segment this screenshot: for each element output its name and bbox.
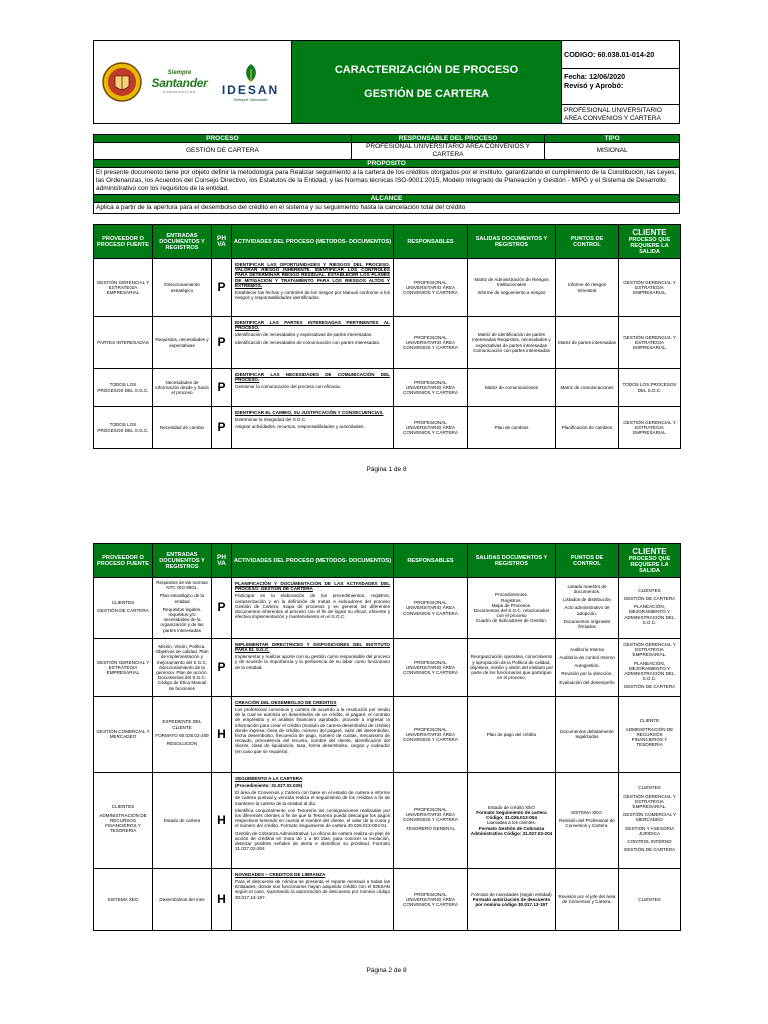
cliente-item: GESTIÓN DE CARTERA (623, 596, 676, 601)
punto-item: Evaluación del desempeño (559, 679, 615, 685)
logo-idesan (218, 63, 284, 102)
activity-text: Gestionar la comunicación del proceso con eficacia. (235, 384, 341, 390)
activity-text: Identificación de necesidades de comunicación con partes interesadas. (235, 339, 381, 345)
cliente-item: GESTIÓN DE CARTERA (623, 684, 676, 690)
col-phva: PH VA (212, 225, 232, 259)
cell-responsables: PROFESIONAL UNIVERSITARIO ÁREA CONVENIOS Y CARTERA (394, 317, 468, 369)
cell-actividades (232, 868, 394, 930)
salida-item: Estado de crédito XEO (488, 804, 535, 810)
proceso-value: GESTIÓN DE CARTERA (94, 143, 352, 160)
process-info-table (93, 134, 680, 214)
cell-actividades (232, 369, 394, 407)
activity-text: Determinar la integridad del S.G.C. (235, 417, 307, 423)
cell-puntos: Documentos debidamente legalizados (556, 696, 619, 772)
entrada-item: EXPEDIENTE DEL CLIENTE (162, 719, 202, 730)
col-cliente-title: CLIENTE (632, 546, 667, 556)
responsable-header: RESPONSABLE DEL PROCESO (351, 135, 544, 143)
reviewer-line-2: AREA CONVENIOS Y CARTERA (564, 114, 661, 122)
activity-text: Participar en la elaboración de los procedimientos, registros, caracterización y en la definición de metas e indicadores del proceso Gestión de Cartera, mapa de procesos y en general los diferentes documentos inherentes al proceso con el fin de lograr su eficaz, eficiente y efectiva implementación y mantenimiento en el S.G.C. (235, 593, 390, 620)
cell-puntos: Informe de riesgos trimestral (556, 259, 619, 317)
cell-puntos: Revisión por el jefe del área de Convenios y Cartera. (556, 868, 619, 930)
punto-item: Auditoría de control Interno (559, 655, 615, 661)
cliente-item: GESTIÓN GERENCIAL Y ESTRATEGIA EMPRESARIAL. (623, 793, 676, 809)
col-cliente (619, 225, 681, 259)
cell-cliente: GESTIÓN GERENCIAL Y ESTRATEGIA EMPRESARIAL (619, 259, 681, 317)
activity-title: IDENTIFICAR LAS OPORTUNIDADES Y RIESGOS DEL PROCESO. VALORAR RIESGO INHERENTE. IDENTIFICAR LOS CONTROLES PARA DETERMINAR RIESGO RESIDUAL. ESTABLECER LOS PLANES DE MITIGACIÓN Y TRATAMIENTO PARA LOS RIESGOS ALTOS Y EXTREMOS. (235, 262, 390, 288)
cell-salidas: Matriz de comunicaciones (468, 369, 556, 407)
entrada-item: Requisitos legales, requisitos y/o necesidades de la organización y de las partes interesadas (160, 606, 204, 633)
page-number-2: Página 2 de 8 (366, 967, 407, 974)
proveedor-item: ADMINISTRACIÓN DE RECURSOS FINANCIEROS Y TESORERIA (99, 812, 147, 834)
logo-santander-top: Siempre (167, 70, 192, 76)
reviewer (562, 105, 679, 123)
col-cliente-sub: PROCESO QUE REQUIERE LA SALIDA (628, 555, 671, 574)
col-puntos: PUNTOS DE CONTROL (556, 225, 619, 259)
salida-item: Comunicación con partes interesadas (473, 347, 550, 353)
activity-text: Establecer las fechas y controles de los riesgos por Manual conforme a los riesgos y responsabilidades identificados. (235, 290, 390, 301)
salida-item: Mapa de Procesos. (491, 602, 532, 608)
cliente-item: ADMINISTRACIÓN DE RECURSOS FINANCIEROS Y TESORERIA (625, 726, 674, 748)
col-actividades: ACTIVIDADES DEL PROCESO (METODOS- DOCUMENTOS) (232, 544, 394, 578)
activity-text: El área de Convenios y Cartera con base en el estado de cartera e informe de cartera puntual y vencida realiza el seguimiento de los créditos a fin de mantener la cartera de la entidad al día. (235, 790, 390, 806)
document-page-2 (93, 543, 680, 931)
cell-phva: P (212, 638, 232, 696)
cell-phva: P (212, 317, 232, 369)
logo-santander (148, 70, 212, 94)
activity-title: CREACIÓN DEL DESEMBOLSO DE CREDITOS (235, 699, 337, 705)
cliente-item: GESTIÓN COMERCIAL Y MERCADEO (622, 812, 677, 823)
activity-text: Asignar actividades, recursos, responsabilidades y autoridades. (235, 424, 365, 430)
cell-responsables: PROFESIONAL UNIVERSITARIO ÁREA CONVENIOS Y CARTERA (394, 696, 468, 772)
cliente-item: CLIENTES (638, 785, 661, 791)
reviewed-label: Revisó y Aprobó: (564, 81, 624, 90)
logo-santander-sub: GOBERNACIÓN (162, 90, 197, 94)
col-responsables: RESPONSABLES (394, 544, 468, 578)
cell-cliente (619, 578, 681, 639)
salida-item: Matriz de identificación de partes interesadas Requisitos, necesidades y expectativas de partes interesadas (472, 332, 551, 348)
cliente-item: CLIENTE (639, 718, 660, 724)
col-responsables: RESPONSABLES (394, 225, 468, 259)
table-row (94, 407, 681, 449)
title-block (292, 41, 562, 123)
logo-area (94, 41, 292, 123)
cliente-item: GESTIÓN DE CARTERA (623, 847, 676, 853)
cell-cliente: GESTIÓN GERENCIAL Y ESTRATEGIA EMPRESARIAL (619, 407, 681, 449)
cell-actividades (232, 638, 394, 696)
cell-responsables (394, 772, 468, 868)
cell-cliente (619, 638, 681, 696)
cell-puntos: Matriz de partes interesadas (556, 317, 619, 369)
salida-item: Formato autorización de descuento por nomina código 30.017.13-197 (472, 896, 551, 907)
cell-actividades (232, 578, 394, 639)
punto-item: SISTEMA XEO. (570, 809, 604, 815)
activity-text: Identificación de necesidades y expectativas de partes interesadas. (235, 332, 373, 338)
entrada-item: Requisitos de las normas NTC ISO 9001. (156, 580, 208, 591)
table-row (94, 259, 681, 317)
activity-title: NOVEDADES – CREDITOS DE LIBRANZA (235, 871, 326, 877)
activity-text: Para el descuento de nómina se presenta el reporte mensual a todas las Entidades, donde sus funcionarios hayan adquirido crédito con el IDESAN según el caso, soportando la autorización de descuento por nómina código 30.017.13-197. (235, 879, 390, 900)
cell-salidas (468, 317, 556, 369)
cell-proveedor: TODOS LOS PROCESOS DEL S.G.C. (94, 407, 153, 449)
cell-phva: H (212, 772, 232, 868)
table-row (94, 578, 681, 639)
cell-responsables: PROFESIONAL UNIVERSITARIO ÁREA CONVENIOS Y CARTERA (394, 407, 468, 449)
entrada-item: Plan estratégico de la entidad (159, 593, 205, 604)
logo-idesan-sub: Siempre Santander (233, 96, 268, 102)
cliente-item: GESTIÓN Y ASESORIA JURIDICA (624, 825, 675, 836)
salida-item: Informe de seguimiento a riesgos (477, 290, 546, 296)
col-proveedor: PROVEEDOR O PROCESO FUENTE (94, 225, 153, 259)
reviewer-line-1: PROFESIONAL UNIVERSITARIO (564, 107, 662, 114)
activity-title: PLANIFICACIÓN Y DOCUMENTACIÓN DE LAS ACTIVIDADES DEL PROCESO: GESTIÓN DE CARTERA (235, 581, 390, 592)
col-salidas: SALIDAS DOCUMENTOS Y REGISTROS (468, 225, 556, 259)
proveedor-item: CLIENTES (111, 804, 135, 810)
document-code: CODIGO: 60.038.01-014-20 (562, 41, 679, 69)
cell-actividades (232, 407, 394, 449)
cell-proveedor: SISTEMA XEO (94, 868, 153, 930)
cell-actividades (232, 259, 394, 317)
shield-logo-icon (102, 60, 142, 104)
entrada-item: RESOLUCION (166, 741, 198, 747)
salida-item: Formato de novedades (según entidad) (471, 891, 552, 897)
punto-item: Documentos originales firmados (563, 618, 611, 629)
salida-item: Llamadas a los clientes. (486, 820, 537, 826)
table-row (94, 317, 681, 369)
cell-phva: H (212, 696, 232, 772)
cell-entradas: Misión, Visión, Política, Objetivos de calidad, Plan de implementación y mejoramiento del S.G.C, direccionamiento de la gerencia. Plan de acción. Documentos del S.G.C. Código de Ética Manual de funciones (153, 638, 212, 696)
tipo-header: TIPO (545, 135, 680, 143)
activity-subtitle: (Procedimiento: 31.027.02.039) (235, 783, 303, 789)
alcance-header: ALCANCE (94, 195, 680, 203)
cell-salidas (468, 772, 556, 868)
cell-responsables: PROFESIONAL UNIVERSITARIO ÁREA CONVENIOS Y CARTERA (394, 638, 468, 696)
cell-entradas (153, 696, 212, 772)
punto-item: Autogestión. (574, 663, 600, 669)
salida-item: Formato Seguimiento de cartera Código: 31.026.013-004 (476, 809, 547, 821)
cell-salidas: Reorganización operativa, conocimiento y apropiación de la Política de calidad, objetivos, misión y visión del instituto por parte de los funcionarios que participan en el proceso. (468, 638, 556, 696)
cliente-item: CONTROL INTERNO (627, 838, 672, 844)
activity-title: IDENTIFICAR LAS NECESIDADES DE COMUNICACIÓN DEL PROCESO. (235, 372, 390, 383)
table-row (94, 369, 681, 407)
cell-proveedor: GESTIÓN GERENCIAL Y ESTRATEGIA EMPRESARIAL (94, 259, 153, 317)
cell-entradas: Necesidad de cambio (153, 407, 212, 449)
col-actividades: ACTIVIDADES DEL PROCESO (METODOS- DOCUMENTOS) (232, 225, 394, 259)
cell-salidas: Plan de pago del crédito (468, 696, 556, 772)
cell-actividades (232, 772, 394, 868)
proposito-header: PROPOSITO (94, 160, 680, 168)
col-entradas: ENTRADAS DOCUMENTOS Y REGISTROS (153, 544, 212, 578)
document-header (93, 40, 680, 124)
cell-salidas (468, 259, 556, 317)
cliente-item: CLIENTES (638, 587, 661, 593)
cell-proveedor: GESTIÓN COMERCIAL Y MERCADEO (94, 696, 153, 772)
cell-phva: P (212, 578, 232, 639)
activity-text: Implementar y realizar aporte con su gestión como responsable del proceso y de acuerdo la importancia y la pertinencia de su labor como funcionario de la entidad. (235, 654, 390, 670)
cell-proveedor: GESTIÓN GERENCIAL Y ESTRATEGIA EMPRESARIAL (94, 638, 153, 696)
cell-puntos (556, 638, 619, 696)
cliente-item: GESTIÓN GERENCIAL Y ESTRATEGIA EMPRESARIAL. (623, 642, 676, 658)
punto-item: Acto administrativo de adopción. (564, 605, 610, 616)
table-row (94, 638, 681, 696)
cell-puntos (556, 578, 619, 639)
cell-proveedor (94, 578, 153, 639)
date-reviewed (562, 69, 679, 105)
activity-title: IDENTIFICAR EL CAMBIO, SU JUSTIFICACIÓN Y CONSECUENCIAS. (235, 410, 384, 415)
table-row (94, 772, 681, 868)
cell-phva: P (212, 369, 232, 407)
cell-responsables: PROFESIONAL UNIVERSITARIO ÁREA CONVENIOS Y CARTERA (394, 868, 468, 930)
responsable-value: PROFESIONAL UNIVERSITARIO ÁREA CONVENIOS Y CARTERA (351, 143, 544, 160)
cell-cliente (619, 696, 681, 772)
table-row (94, 696, 681, 772)
document-page-1 (93, 40, 680, 449)
salida-item: Documentos del S.G.C. relacionados con el proceso (473, 607, 550, 619)
cell-entradas (153, 578, 212, 639)
cell-puntos: Planificación de cambios (556, 407, 619, 449)
cell-entradas: Estado de cartera (153, 772, 212, 868)
cell-puntos: Matriz de comunicaciones (556, 369, 619, 407)
cell-entradas: Requisitos, necesidades y expectativas (153, 317, 212, 369)
proposito-text: El presente documento tiene por objeto definir la metodología para Realizar seguimiento a la cartera de los créditos otorgados por el instituto, garantizando el cumplimiento de la Constitución, las Leyes, las Ordenanzas, los Acuerdos del Consejo Directivo, los Estatutos de la Entidad, y las Normas técnicas ISO-9001:2015, Modelo Integrado de Planeación y Gestión - MIPG y el Sistema de Desarrollo administrativo con los requisitos de la entidad. (94, 168, 680, 195)
col-cliente-title: CLIENTE (632, 227, 667, 237)
col-phva: PH VA (212, 544, 232, 578)
code-block (562, 41, 679, 123)
cell-responsables: PROFESIONAL UNIVERSITARIO ÁREA CONVENIOS Y CARTERA (394, 369, 468, 407)
punto-item: Auditoría Interna (570, 646, 604, 652)
proveedor-item: CLIENTES (111, 599, 135, 605)
activities-table-page-1 (93, 224, 681, 449)
col-proveedor: PROVEEDOR O PROCESO FUENTE (94, 544, 153, 578)
salida-item: Matriz de Administración de Riesgos Institucionales (474, 276, 549, 287)
cell-actividades (232, 696, 394, 772)
document-title: CARACTERIZACIÓN DE PROCESO (334, 64, 519, 76)
punto-item: Listados de distribución (562, 597, 611, 603)
cell-entradas: Desembolsos del mes (153, 868, 212, 930)
cell-responsables: PROFESIONAL UNIVERSITARIO ÁREA CONVENIOS Y CARTERA (394, 578, 468, 639)
activity-text: Los profesional convenios y cartera de acuerdo a la resolución por medio de la cual se autoriza un desembolso de un crédito, el pagaré, el contrato de empréstito y el análisis financiero aprobado, procede a ingresar la información para crear el crédito (modulo de cartera-desembolso de crédito) donde ingresa: línea de crédito, número del pagaré, valor del desembolso, fecha desembolso, frecuencia de pago, número de cuotas, mecanismo de recaudo, procedencia del recurso, nombre del cliente, identificación del cliente, clase de liquidación, tasa, forma desembolso, cargos y codeudor (en caso que se requiera). (235, 707, 390, 754)
table-row (94, 868, 681, 930)
cell-cliente: TODOS LOS PROCESOS DEL S.G.C. (619, 369, 681, 407)
punto-item: Listado maestro de documentos. (567, 583, 607, 594)
alcance-text: Aplica a partir de la apertura para el desembolso del crédito en el sistema y su seguimiento hasta la cancelación total del crédito (94, 203, 680, 214)
activity-title: IDENTIFICAR LAS PARTES INTERESADAS PERTINENTES AL PROCESO. (235, 320, 390, 331)
activities-table-page-2 (93, 543, 681, 931)
activity-text: Gestión de Cobranza Administrativa: La oficina de cartera realiza un plan de acción de créditos en mora de 1 a 60 días, para conocer la evolución, detectar posibles señales de alerta e identificar su prontitud. Formato 31.027.02-204 (235, 830, 391, 852)
cell-phva: P (212, 407, 232, 449)
cell-puntos (556, 772, 619, 868)
salida-item: Registros. (501, 597, 522, 603)
activity-title: SEGUIMIENTO A LA CARTERA (235, 775, 303, 781)
cliente-item: PLANEACIÓN, MEJORAMIENTO Y ADMINISTRACIÓN DEL S.G.C. (624, 604, 675, 625)
punto-item: Revisión por la dirección. (561, 671, 613, 677)
cell-proveedor: PARTES INTERESADAS (94, 317, 153, 369)
logo-santander-main: Santander (151, 76, 208, 90)
cliente-item: PLANEACIÓN, MEJORAMIENTO Y ADMINISTRACIÓN DEL S.G.C. (624, 660, 675, 682)
cell-phva: H (212, 868, 232, 930)
activity-title: IMPLEMENTAR DIRECTRICES Y DISPOSICIONES DEL INSTITUTO PARA EL S.G.C. (235, 641, 390, 653)
logo-idesan-main: IDESAN (221, 82, 280, 97)
responsable-item: TESORERO GENERAL (405, 825, 455, 831)
activity-text: Identifica conjuntamente con Tesorería las consignaciones realizadas por los diferentes clientes a fin de que la Tesorería pueda descargar los pagos respectivos teniendo en cuenta el nombre del cliente, el valor de la cuota y el número del crédito. Formato Seguimiento de cartera 40.026.013-004-01. (235, 807, 390, 829)
cell-proveedor: TODOS LOS PROCESOS DEL S.G.C. (94, 369, 153, 407)
proveedor-item: GESTIÓN DE CARTERA (97, 607, 149, 613)
cell-salidas (468, 868, 556, 930)
page-number-1: Página 1 de 8 (366, 466, 407, 473)
col-salidas: SALIDAS DOCUMENTOS Y REGISTROS (468, 544, 556, 578)
document-subtitle: GESTIÓN DE CARTERA (364, 88, 489, 100)
cell-proveedor (94, 772, 153, 868)
cell-entradas: Direccionamiento estratégico (153, 259, 212, 317)
leaf-icon (240, 63, 262, 83)
col-puntos: PUNTOS DE CONTROL (556, 544, 619, 578)
proceso-header: PROCESO (94, 135, 352, 143)
cell-salidas: Plan de cambios (468, 407, 556, 449)
document-date: Fecha: 12/06/2020 (564, 72, 626, 81)
cell-cliente: CLIENTES (619, 868, 681, 930)
salida-item: Formato Gestión de Cobranza Administrativa Código: 31.027.02-204 (470, 825, 553, 836)
entrada-item: FORMATO 60.036.02-209 (155, 732, 209, 738)
cell-cliente (619, 772, 681, 868)
cell-cliente: GESTIÓN GERENCIAL Y ESTRATEGIA EMPRESARIAL (619, 317, 681, 369)
cell-responsables: PROFESIONAL UNIVERSITARIO ÁREA CONVENIOS Y CARTERA (394, 259, 468, 317)
cell-salidas (468, 578, 556, 639)
cell-actividades (232, 317, 394, 369)
salida-item: Cuadro de Indicadores de Gestión. (475, 618, 548, 624)
col-cliente-sub: PROCESO QUE REQUIERE LA SALIDA (628, 236, 671, 255)
cell-entradas: Necesidades de información desde y hacia el proceso (153, 369, 212, 407)
punto-item: Revisión del Profesional de Convenios y Cartera. (559, 817, 615, 828)
col-entradas: ENTRADAS DOCUMENTOS Y REGISTROS (153, 225, 212, 259)
salida-item: Procedimientos. (495, 592, 528, 598)
responsable-item: PROFESIONAL UNIVERSITARIO ÁREA CONVENIOS Y CARTERA (403, 806, 458, 823)
tipo-value: MISIONAL (545, 143, 680, 160)
col-cliente (619, 544, 681, 578)
cell-phva: P (212, 259, 232, 317)
